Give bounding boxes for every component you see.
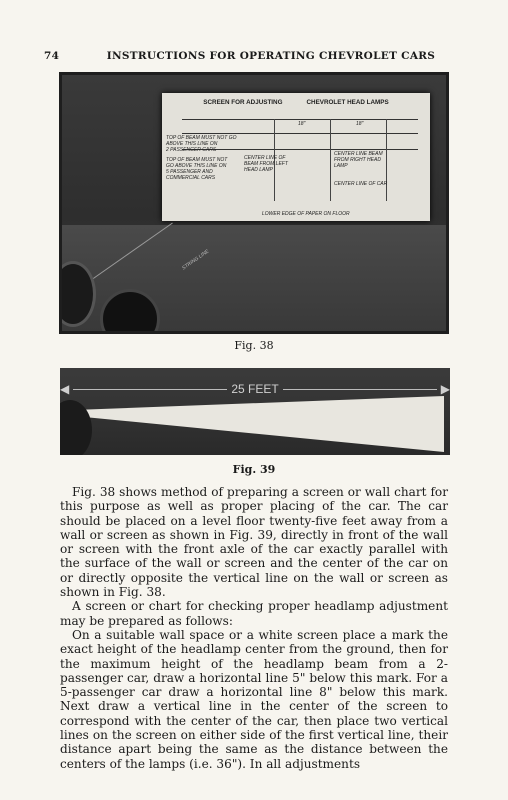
- arrow-right-icon: ▶: [440, 382, 450, 396]
- arrow-left-icon: ◀: [60, 382, 70, 396]
- label-center-left: CENTER LINE OF BEAM FROM LEFT HEAD LAMP: [244, 155, 288, 173]
- distance-indicator: [60, 382, 450, 396]
- running-title: INSTRUCTIONS FOR OPERATING CHEVROLET CARS: [106, 50, 436, 62]
- paragraph: On a suitable wall space or a white screen place a mark the exact height of the headlamp center from the ground, then for the maximum height of the headlamp beam from a 2-passenger car, draw a horizontal line 5" below this mark. For a 5-passenger car draw a horizontal line 8" below this mark. Next draw a vertical line in the center of the screen to correspond with the center of the car, then place two vertical lines on the screen on either side of the first vertical line, their distance apart being the same as the distance between the centers of the lamps (i.e. 36"). In all adjustments: [60, 627, 448, 771]
- label-floor-edge: LOWER EDGE OF PAPER ON FLOOR: [262, 211, 350, 217]
- figure-38-photo: [59, 72, 449, 334]
- label-center-right: CENTER LINE BEAM FROM RIGHT HEAD LAMP: [334, 151, 383, 169]
- headlamp-screen: [162, 93, 430, 221]
- paragraph: Fig. 38 shows method of preparing a screen or wall chart for this purpose as well as proper placing of the car. The car should be placed on a level floor twenty-five feet away from a wall or screen as shown in Fig. 39, directly in front of the wall or screen with the front axle of the car exactly parallel with the surface of the wall or screen and the center of the car on or directly opposite the vertical line on the wall or screen as shown in Fig. 38.: [60, 485, 448, 600]
- screen-title-right: CHEVROLET HEAD LAMPS: [306, 99, 389, 106]
- body-text: [60, 485, 448, 771]
- label-center-car: CENTER LINE OF CAR: [334, 181, 388, 187]
- label-dim-2: 18": [356, 121, 364, 127]
- figure-38-caption: Fig. 38: [234, 339, 274, 352]
- center-car-line: [330, 119, 331, 201]
- top-reference-line: [182, 119, 418, 120]
- page-header: [44, 50, 464, 62]
- right-lamp-line: [386, 119, 387, 201]
- paragraph: A screen or chart for checking proper headlamp adjustment may be prepared as follows:: [60, 599, 448, 628]
- label-top-five-pass: TOP OF BEAM MUST NOT GO ABOVE THIS LINE ON 5 PASSENGER AND COMMERCIAL CARS: [166, 157, 228, 181]
- distance-label: 25 FEET: [231, 382, 279, 396]
- label-top-two-pass: TOP OF BEAM MUST NOT GO ABOVE THIS LINE ON 2 PASSENGER CARS: [166, 135, 237, 153]
- figure-39-caption: Fig. 39: [232, 463, 276, 476]
- screen-title: [162, 99, 430, 106]
- screen-title-left: SCREEN FOR ADJUSTING: [203, 99, 283, 106]
- label-string-line: STRING LINE: [181, 248, 211, 272]
- figure-39-photo: [60, 368, 450, 455]
- two-passenger-line: [182, 133, 418, 134]
- label-dim-1: 18": [298, 121, 306, 127]
- page-number: 74: [44, 50, 60, 62]
